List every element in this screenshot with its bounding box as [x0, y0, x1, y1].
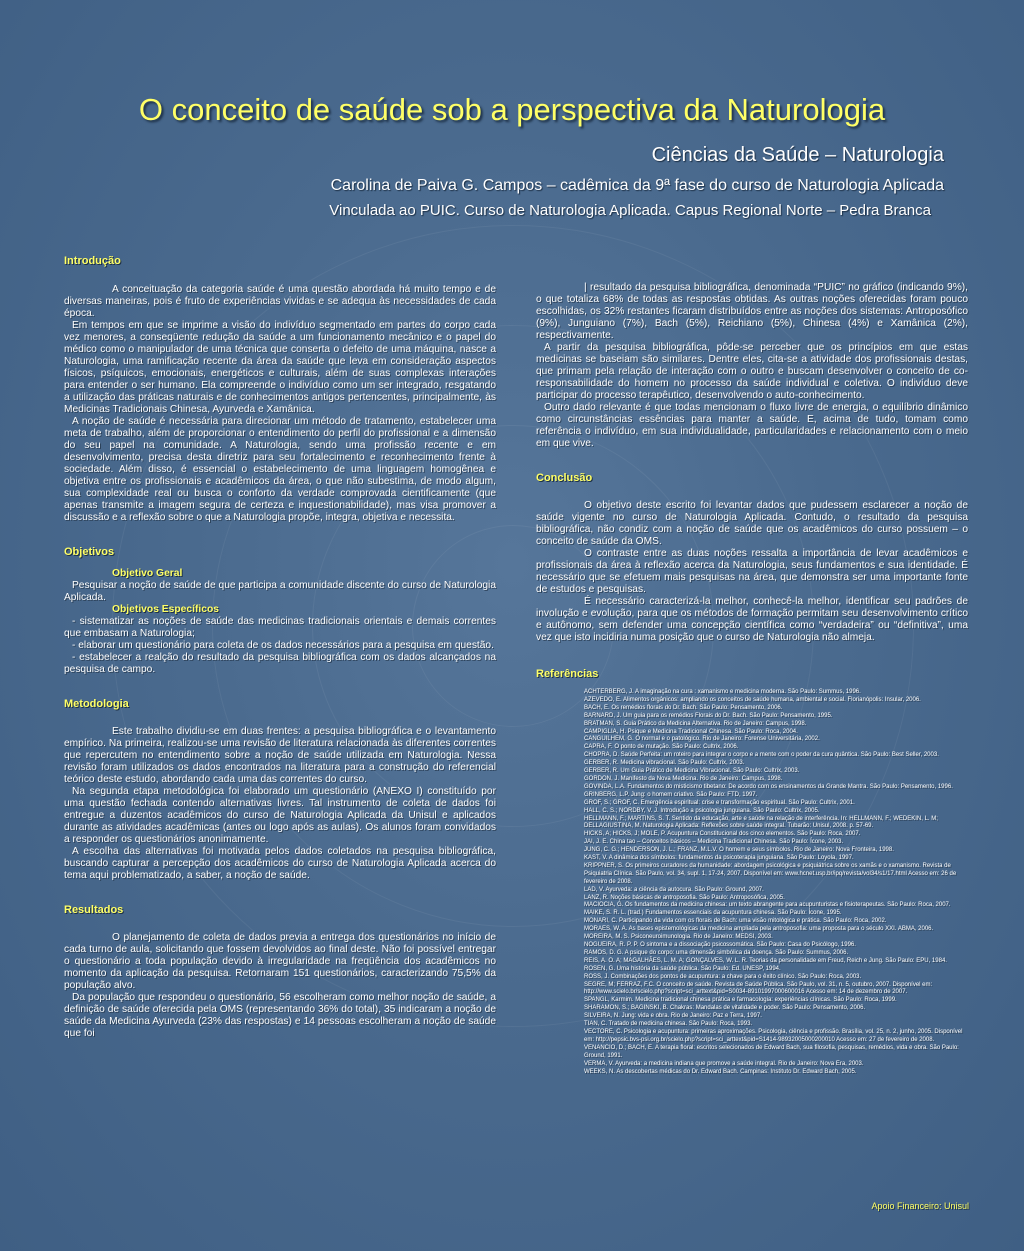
reference-item: CAMPIGLIA, H. Psique e Medicina Tradicional Chinesa. São Paulo: Roca, 2004.: [584, 728, 798, 735]
objetivo-especifico: - elaborar um questionário para coleta de os dados necessários para a pesquisa em questão.: [72, 640, 494, 651]
reference-item: SPANGL, Karmim. Medicina tradicional chinesa prática e farmacologia: experiências clínicas. São Paulo: Roca, 1999.: [584, 997, 897, 1004]
poster-title: O conceito de saúde sob a perspectiva da Naturologia: [138, 92, 886, 127]
reference-item: NOGUEIRA, R. P. P. O sintoma e a dissociação psicossomática. São Paulo: Casa do Psicólogo, 1996.: [584, 942, 856, 948]
reference-item: CAPRA, F. O ponto de mutação. São Paulo: Cultrix, 2006.: [584, 744, 739, 751]
reference-item: KRIPPNER, S. Os primeiros curadores da humanidade: abordagem psicológica e psiquiátrica sobre os xamãs e o xamanismo. Revista de Psiquiatria Clínica. São Paulo, vol. 34, supl. 1, 17-24, 2007. Disponível em: www.hcnet.usp.br/ipq/revista/vol34/s1/17.html Acesso em: 26 de fevereiro de 2008.: [584, 862, 957, 885]
reference-item: MONARI, C. Participando da vida com os florais de Bach: uma visão mitológica e prática. São Paulo: Roca, 2002.: [584, 918, 887, 925]
reference-item: BRATMAN, S. Guia Prático da Medicina Alternativa. Rio de Janeiro: Campus, 1998.: [584, 720, 807, 727]
reference-item: REIS, A. O. A; MAGALHÃES, L. M. A; GONÇALVES, W. L. R. Teorias da personalidade em Freud, Reich e Jung. São Paulo: EPU, 1984.: [584, 957, 947, 964]
reference-item: GERBER, R. Um Guia Prático de Medicina Vibracional. São Paulo: Cultrix, 2003.: [584, 768, 800, 775]
objetivo-especifico: - sistematizar as noções de saúde das medicinas tradicionais orientais e demais correntes que embasam a Naturologia;: [64, 616, 496, 639]
reference-item: RAMOS, D. G. A psique do corpo: uma dimensão simbólica da doença. São Paulo: Summus, 2006.: [584, 949, 849, 956]
metodologia-paragraph: Este trabalho dividiu-se em duas frentes: a pesquisa bibliográfica e o levantamento empírico. Na primeira, realizou-se uma revisão de literatura relacionada às diferentes correntes que repercutem no entendimento sobre a noção de saúde utilizada em Naturologia. Nessa revisão foram utilizados os dados encontrados na literatura para a construção do referencial teórico deste estudo, abordando cada uma das correntes do curso.: [64, 726, 496, 785]
reference-item: MOREIRA, M. S. Psiconeuroimunologia. Rio de Janeiro: MEDSI, 2003.: [584, 934, 773, 941]
section-heading-conclusao: Conclusão: [536, 472, 593, 484]
conclusao-paragraph: O contraste entre as duas noções ressalta a importância de levar acadêmicos e profissionais da área à reflexão acerca da Naturologia, seus fundamentos e sua identidade. É necessário que se efetuem mais pesquisas na área, que demonstra ser uma importante fonte de estudos e pesquisas.: [536, 548, 968, 595]
reference-item: GERBER, R. Medicina vibracional. São Paulo: Cultrix, 2003.: [584, 760, 745, 767]
reference-item: VECTORE, C. Psicologia e acupuntura: primeiras aproximações. Psicologia, ciência e profissão. Brasília, vol. 25, n. 2, junho, 2005. Disponível em: http://pepsic.bvs-psi.org.br/scielo.php?script=sci_arttext&pid=S1414-98932005000200010 Acesso em: 27 de fevereiro de 2008.: [584, 1028, 963, 1043]
reference-item: GROF, S.; GROF, C. Emergência espiritual: crise e transformação espiritual. São Paulo: Cultrix, 2001.: [584, 799, 855, 806]
section-heading-referencias: Referências: [536, 668, 599, 680]
intro-paragraph: A conceituação da categoria saúde é uma questão abordada há muito tempo e de diversas maneiras, pois é fruto de experiências vividas e se adequa às necessidades de cada época.: [64, 284, 496, 319]
reference-item: WEEKS, N. As descobertas médicas do Dr. Edward Bach. Campinas: Instituto Dr. Edward Bach, 2005.: [584, 1068, 857, 1075]
objetivos-especificos-heading: Objetivos Específicos: [112, 604, 220, 615]
reference-item: GORDON, J. Manifesto da Nova Medicina. Rio de Janeiro: Campus, 1998.: [584, 775, 783, 782]
reference-item: TIAN, C. Tratado de medicina chinesa. São Paulo: Roca, 1993.: [584, 1021, 753, 1028]
poster-author: Carolina de Paiva G. Campos – cadêmica da 9ª fase do curso de Naturologia Aplicada: [330, 177, 944, 194]
poster-affiliation: Vinculada ao PUIC. Curso de Naturologia Aplicada. Capus Regional Norte – Pedra Branca: [329, 202, 931, 219]
reference-item: SILVEIRA, N. Jung: vida e obra. Rio de Janeiro: Paz e Terra, 1997.: [584, 1013, 762, 1020]
reference-item: HALL, C. S.; NORDBY, V. J. Introdução a psicologia junguiana. São Paulo: Cultrix, 2005.: [584, 807, 820, 814]
objetivo-especifico: - estabelecer a realção do resultado da pesquisa bibliográfica com os dados alcançados na pesquisa de campo.: [64, 652, 496, 675]
reference-item: VENANCIO, D.; BACH, E. A terapia floral: escritos selecionados de Edward Bach, sua filosofia, pesquisas, remédios, vida e obra. São Paulo: Ground, 1991.: [584, 1044, 959, 1059]
reference-item: HICKS, A; HICKS, J; MOLE, P. Acupuntura Constitucional dos cinco elementos. São Paulo: Roca, 2007.: [584, 831, 861, 838]
conclusao-paragraph: O objetivo deste escrito foi levantar dados que pudessem esclarecer a noção de saúde vigente no curso de Naturologia Aplicada. Contudo, o resultado da pesquisa bibliográfica, não condiz com a noção de saúde que os acadêmicos do curso possuem – o conceito de saúde da OMS.: [536, 500, 968, 547]
reference-item: GOVINDA, L.A. Fundamentos do misticismo tibetano: De acordo com os ensinamentos da Grande Mantra. São Paulo: Pensamento, 1996.: [584, 783, 953, 790]
objetivo-geral-heading: Objetivo Geral: [112, 568, 183, 579]
reference-item: ROSEN, G. Uma história da saúde pública. São Paulo: Ed. UNESP, 1994.: [584, 965, 781, 972]
metodologia-paragraph: Na segunda etapa metodológica foi elaborado um questionário (ANEXO I) constituído por uma questão fechada contendo alternativas livres. Tal instrumento de coleta de dados foi entregue a duzentos acadêmicos do curso de Naturologia Aplicada da Unisul e aplicados durante as atividades acadêmicas (antes ou logo após as aulas). Os alunos foram convidados a responder os questionários anonimamente.: [64, 786, 496, 845]
references-list: [584, 689, 968, 1076]
reference-item: LAD, V. Ayurveda: a ciência da autocura. São Paulo: Ground, 2007.: [584, 886, 764, 893]
reference-item: ROSS, J. Combinações dos pontos de acupuntura: a chave para o êxito clínico. São Paulo: Roca, 2003.: [584, 973, 862, 980]
left-column: [64, 255, 496, 1040]
reference-item: SHARAMON, S.; BAGINSKI, B. Chakras: Mandalas de vitalidade e poder. São Paulo: Pensamento, 2006.: [584, 1005, 866, 1012]
section-heading-resultados: Resultados: [64, 904, 124, 916]
section-heading-objetivos: Objetivos: [64, 546, 115, 558]
intro-paragraph: Em tempos em que se imprime a visão do indivíduo segmentado em partes do corpo cada vez menores, a conseqüente redução da saúde a um funcionamento mecânico e o papel do médico como o manipulador de uma técnica que conserta o defeito de uma máquina, nasce a Naturologia, uma ramificação recente da área da saúde que leva em consideração aspectos físicos, psíquicos, emocionais, energéticos e culturais, além de suas complexas interações para entender o ser humano. Ela compreende o indivíduo como um ser integrado, resgatando a utilização das práticas naturais e de conhecimentos antigos pertencentes, principalmente, às Medicinas Tradicionais Chinesa, Ayurveda e Xamânica.: [64, 320, 496, 415]
metodologia-paragraph: A escolha das alternativas foi motivada pelos dados coletados na pesquisa bibliográfica, buscando capturar a percepção dos acadêmicos do curso de Naturologia Aplicada acerca do tema aqui problematizado, a saber, a noção de saúde.: [64, 846, 496, 881]
conclusao-paragraph: É necessário caracterizá-la melhor, conhecê-la melhor, identificar seu padrões de involução e evolução, para que os métodos de formação permitam seu desenvolvimento crítico e autônomo, sem defender uma concepção científica como “verdadeira” ou “definitiva”, uma vez que isto incidiria numa posição que o curso de Naturologia não almeja.: [536, 596, 968, 643]
reference-item: CANGUILHEM, G. O normal e o patológico. Rio de Janeiro: Forense Universitária, 2002.: [584, 736, 820, 743]
reference-item: AZEVEDO, E. Alimentos orgânicos: ampliando os conceitos de saúde humana, ambiental e social. Florianópolis: Insular, 2006.: [584, 696, 921, 703]
right-column: [536, 255, 968, 1076]
reference-item: JUNG, C. G.; HENDERSON, J. L.; FRANZ, M.L.V. O homem e seus símbolos. Rio de Janeiro: Nova Fronteira, 1998.: [584, 847, 894, 854]
reference-item: CHOPRA, D. Saúde Perfeita: um roteiro para integrar o corpo e a mente com o poder da cura quântica. São Paulo: Best Seller, 2003.: [584, 752, 939, 759]
reference-item: BACH, E. Os remédios florais do Dr. Bach. São Paulo: Pensamento, 2006.: [584, 704, 783, 711]
reference-item: SEGRE, M; FERRAZ, F.C. O conceito de saúde. Revista de Saúde Pública. São Paulo, vol. 31, n. 5, outubro, 2007. Disponível em: http://www.scielo.br/scielo.php?script=sci_arttext&pid=S0034-89101997000600016 Acesso em: 14 de dezembro de 2007.: [584, 981, 933, 996]
reference-item: MAIKE, S. R. L. (trad.) Fundamentos essenciais da acupuntura chinesa. São Paulo: Ícone, 1995.: [584, 910, 842, 917]
resultados-paragraph: Da população que respondeu o questionário, 56 escolheram como melhor noção de saúde, a definição de saúde oferecida pela OMS (representando 36% do total), 35 indicaram a noção de saúde da Medicina Ayurveda (23% das respostas) e 14 pessoas escolheram a noção de saúde que foi: [64, 992, 496, 1039]
poster-subtitle: Ciências da Saúde – Naturologia: [651, 144, 944, 166]
objetivo-geral-text: Pesquisar a noção de saúde de que participa a comunidade discente do curso de Naturologia Aplicada.: [64, 580, 496, 603]
reference-item: MORAES, W. A. As bases epistemológicas da medicina ampliada pela antroposofia: uma proposta para o século XXI. ABMA, 2006.: [584, 926, 934, 933]
resultados-continuation-paragraph: Outro dado relevante é que todas mencionam o fluxo livre de energia, o equilíbrio dinâmico como circunstâncias essências para manter a saúde. E, acima de tudo, tomam como referência o indivíduo, em sua individualidade, particularidades e relacionamento com o meio em que vive.: [536, 402, 968, 449]
section-heading-metodologia: Metodologia: [64, 698, 129, 710]
resultados-paragraph: O planejamento de coleta de dados previa a entrega dos questionários no início de cada turno de aula, solicitando que fossem devolvidos ao final deste. Não foi possível entregar o questionário a toda população devido à irregularidade na freqüência dos acadêmicos no momento da aplicação da pesquisa. Retornaram 151 questionários, caracterizando 75,5% da população alvo.: [64, 932, 496, 991]
reference-item: HELLMANN, F.; MARTINS, S. T. Sentido da educação, arte e saúde na relação de interferência. In: HELLMANN, F.; WEDEKIN, L. M; DELLAGIUSTINA, M. Naturologia Aplicada: Reflexões sobre saúde integral. Tubarão: Unisul, 2008. p. 57-69.: [584, 815, 938, 830]
reference-item: LANZ, R. Noções básicas de antroposofia. São Paulo: Antroposófica, 2005.: [584, 894, 785, 901]
resultados-continuation-paragraph: A partir da pesquisa bibliográfica, pôde-se perceber que os princípios em que estas medicinas se baseiam são similares. Dentre eles, cita-se a atividade dos profissionais destas, que primam pela relação de interação com o outro e buscam desenvolver o conceito de co-responsabilidade do homem no processo da saúde individual e coletiva. O indivíduo deve participar do processo terapêutico, desenvolvendo o auto-conhecimento.: [536, 342, 968, 401]
reference-item: GRINBERG, L.P. Jung: o homem criativo. São Paulo: FTD, 1997.: [584, 791, 758, 798]
resultados-continuation-paragraph: | resultado da pesquisa bibliográfica, denominada “PUIC” no gráfico (indicando 9%), o que totaliza 68% de todas as respostas obtidas. As outras noções oferecidas foram pouco escolhidas, os 32% restantes ficaram distribuídos entre as noções dos sistemas: Antroposófico (9%), Junguiano (7%), Bach (5%), Reichiano (5%), Chinesa (4%) e Xamânica (2%), respectivamente.: [536, 282, 968, 341]
reference-item: JAI, J. E. China tao – Conceitos básicos – Medicina Tradicional Chinesa. São Paulo: Ícone, 2003.: [584, 839, 844, 846]
financial-support-note: Apoio Financeiro: Unisul: [871, 1201, 969, 1211]
reference-item: VERMA, V. Ayurveda: a medicina indiana que promove a saúde integral. Rio de Janeiro: Nova Era, 2003.: [584, 1060, 864, 1067]
reference-item: MACIOCIA, G. Os fundamentos da medicina chinesa: um texto abrangente para acupunturistas e fisioterapeutas. São Paulo: Roca, 2007.: [584, 902, 951, 909]
intro-paragraph: A noção de saúde é necessária para direcionar um método de tratamento, estabelecer uma meta de trabalho, além de proporcionar o entendimento do perfil do profissional e a dimensão do seu papel na comunidade. A Naturologia, sendo uma profissão recente e em desenvolvimento, precisa desta diretriz para seu fortalecimento e reconhecimento frente à sociedade. Além disso, é essencial o estabelecimento de uma linguagem homogênea e objetiva entre os profissionais e acadêmicos da área, o que não subestima, de modo algum, sua complexidade real ou busca o conforto da verdade comprovada cientificamente (que apenas transmite a imagem segura de certeza e inquestionabilidade), mas visa promover a discussão e a reflexão sobre o que a Naturologia propõe, integra, objetiva e necessita.: [64, 416, 496, 523]
section-heading-introducao: Introdução: [64, 255, 121, 267]
reference-item: BARNARD, J. Um guia para os remédios Florais do Dr. Bach. São Paulo: Pensamento, 1995.: [584, 712, 833, 719]
reference-item: ACHTERBERG, J. A imaginação na cura : xamanismo e medicina moderna. São Paulo: Summus, 1996.: [584, 689, 861, 695]
reference-item: KAST, V. A dinâmica dos símbolos: fundamentos da psicoterapia junguiana. São Paulo: Loyola, 1997.: [584, 855, 854, 862]
